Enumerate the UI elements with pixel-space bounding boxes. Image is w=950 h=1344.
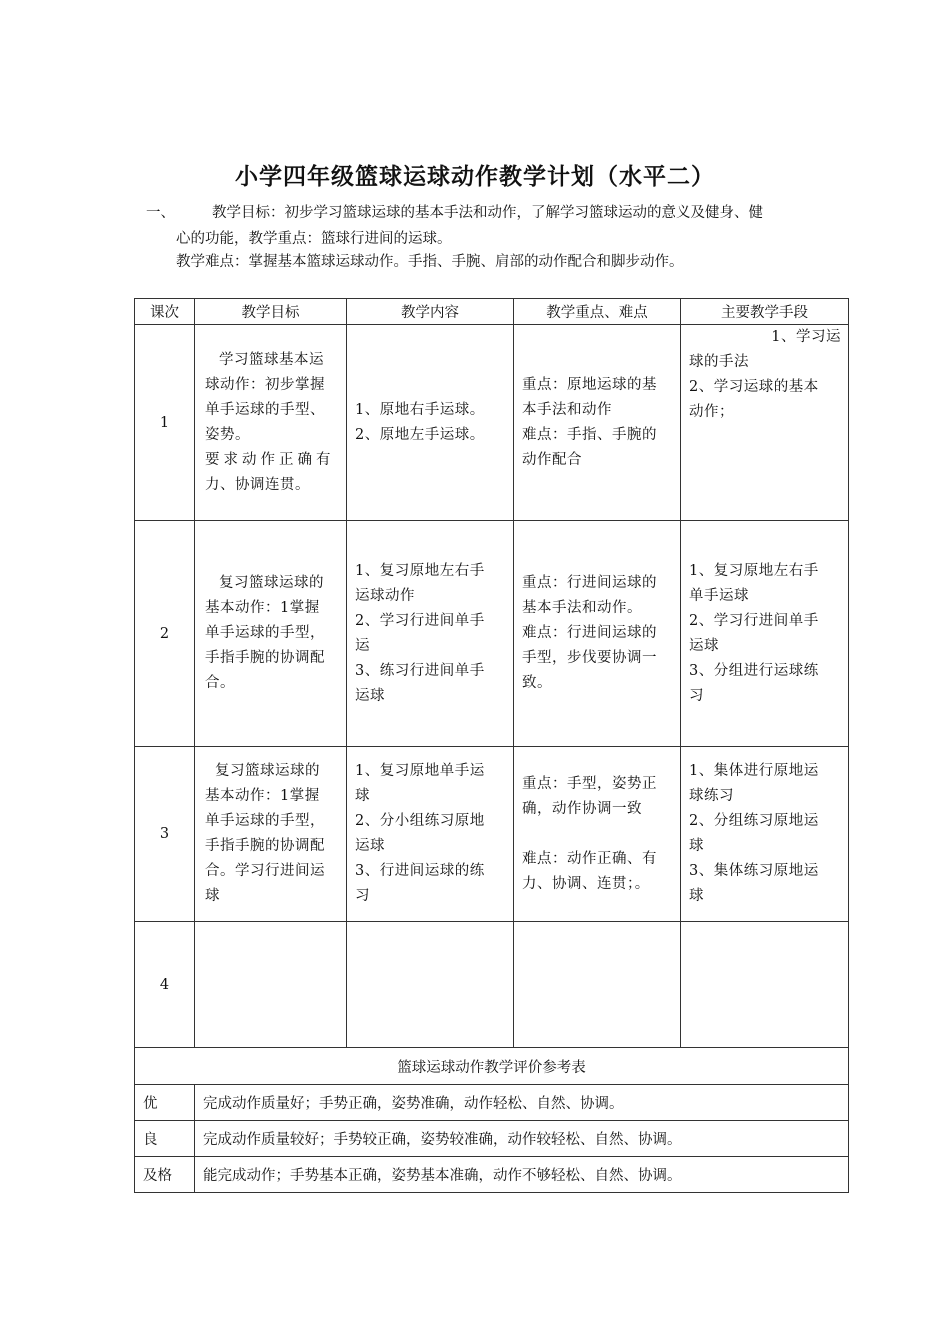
text-line: 1、集体进行原地运 xyxy=(689,763,819,779)
text-line: 3、行进间运球的练 xyxy=(355,863,485,879)
text-line: 力、协调、连贯；。 xyxy=(522,875,650,892)
header-methods: 主要教学手段 xyxy=(681,299,849,325)
text-line: 基本动作：1掌握 xyxy=(205,600,320,616)
text-line: 合。 xyxy=(205,675,235,691)
lesson-number: 4 xyxy=(135,922,195,1048)
evaluation-description: 完成动作质量较好；手势较正确，姿势较准确，动作较轻松、自然、协调。 xyxy=(195,1121,849,1157)
keypoints-cell xyxy=(514,747,681,922)
text-line: 单手运球 xyxy=(689,587,749,604)
methods-cell xyxy=(681,521,849,747)
document-title: 小学四年级篮球运球动作教学计划（水平二） xyxy=(235,163,715,190)
content-cell xyxy=(347,747,514,922)
text-line: 球动作：初步掌握 xyxy=(205,376,325,393)
header-content: 教学内容 xyxy=(347,299,514,325)
text-line: 难点：行进间运球的 xyxy=(522,625,657,641)
text-line: 1、学习运 xyxy=(771,329,841,345)
text-line: 3、练习行进间单手 xyxy=(355,662,485,679)
text-line: 难点：动作正确、有 xyxy=(522,850,657,867)
table-row xyxy=(135,325,849,521)
evaluation-level: 及格 xyxy=(135,1157,195,1193)
goal-cell xyxy=(195,922,347,1048)
text-line: 1、原地右手运球。 xyxy=(355,401,485,418)
text-line: 2、学习运球的基本 xyxy=(689,379,819,395)
text-line: 2、分组练习原地运 xyxy=(689,813,819,829)
evaluation-description: 完成动作质量好；手势正确，姿势准确，动作轻松、自然、协调。 xyxy=(195,1085,849,1121)
text-line: 球 xyxy=(689,838,704,854)
text-line: 单手运球的手型， xyxy=(205,625,325,641)
text-line: 习 xyxy=(689,687,704,704)
text-line: 基本动作：1掌握 xyxy=(205,788,320,804)
text-line: 复习篮球运球的 xyxy=(219,575,324,591)
text-line: 3、分组进行运球练 xyxy=(689,662,819,679)
table-header-row xyxy=(135,299,849,325)
text-line: 2、学习行进间单手 xyxy=(355,612,485,629)
text-line: 致。 xyxy=(522,675,552,691)
text-line: 本手法和动作 xyxy=(522,401,612,418)
teaching-goal-text: 教学目标：初步学习篮球运球的基本手法和动作，了解学习篮球运动的意义及健身、健 xyxy=(212,205,763,221)
evaluation-description: 能完成动作；手势基本正确，姿势基本准确，动作不够轻松、自然、协调。 xyxy=(195,1157,849,1193)
lesson-number: 2 xyxy=(135,521,195,747)
text-line: 球练习 xyxy=(689,788,734,804)
methods-cell xyxy=(681,325,849,521)
text-line: 基本手法和动作。 xyxy=(522,600,642,616)
text-line: 2、原地左手运球。 xyxy=(355,426,485,443)
text-line: 习 xyxy=(355,888,370,904)
header-keypoints: 教学重点、难点 xyxy=(514,299,681,325)
text-line: 运球 xyxy=(689,637,719,654)
lesson-number: 3 xyxy=(135,747,195,922)
header-goal: 教学目标 xyxy=(195,299,347,325)
methods-cell xyxy=(681,922,849,1048)
text-line: 合。学习行进间运 xyxy=(205,863,325,879)
text-line: 手指手腕的协调配 xyxy=(205,650,325,666)
table-row xyxy=(135,922,849,1048)
text-line: 手型，步伐要协调一 xyxy=(522,650,657,666)
text-line: 重点：原地运球的基 xyxy=(522,376,657,393)
text-line: 2、学习行进间单手 xyxy=(689,612,819,629)
evaluation-title-row xyxy=(135,1048,849,1085)
text-line: 动作； xyxy=(689,404,734,420)
keypoints-cell xyxy=(514,325,681,521)
text-line: 1、复习原地左右手 xyxy=(689,562,819,579)
evaluation-row xyxy=(135,1085,849,1121)
goal-cell xyxy=(195,747,347,922)
section-number: 一、 xyxy=(146,205,175,221)
content-cell xyxy=(347,325,514,521)
text-line: 重点：行进间运球的 xyxy=(522,575,657,591)
evaluation-level: 优 xyxy=(135,1085,195,1121)
text-line: 姿势。 xyxy=(205,426,250,443)
content-cell xyxy=(347,922,514,1048)
teaching-difficulty-text: 教学难点：掌握基本篮球运球动作。手指、手腕、肩部的动作配合和脚步动作。 xyxy=(176,254,684,270)
text-line: 单手运球的手型、 xyxy=(205,401,325,418)
content-cell xyxy=(347,521,514,747)
methods-cell xyxy=(681,747,849,922)
text-line: 手指手腕的协调配 xyxy=(205,838,325,854)
text-line: 1、复习原地左右手 xyxy=(355,562,485,579)
table-row xyxy=(135,521,849,747)
text-line: 球 xyxy=(689,888,704,904)
evaluation-level: 良 xyxy=(135,1121,195,1157)
keypoints-cell xyxy=(514,521,681,747)
text-line: 动作配合 xyxy=(522,451,582,468)
keypoints-cell xyxy=(514,922,681,1048)
text-line: 学习篮球基本运 xyxy=(219,351,324,368)
text-line: 球 xyxy=(205,888,220,904)
evaluation-row xyxy=(135,1121,849,1157)
text-line: 运球动作 xyxy=(355,587,415,604)
text-line: 3、集体练习原地运 xyxy=(689,863,819,879)
text-line: 球 xyxy=(355,788,370,804)
text-line: 运球 xyxy=(355,838,385,854)
text-line: 重点：手型，姿势正 xyxy=(522,775,657,792)
text-line: 2、分小组练习原地 xyxy=(355,813,485,829)
header-lesson: 课次 xyxy=(135,299,195,325)
text-line: 1、复习原地单手运 xyxy=(355,763,485,779)
text-line: 单手运球的手型， xyxy=(205,813,325,829)
blank-line xyxy=(522,822,673,847)
goal-cell xyxy=(195,325,347,521)
text-line: 球的手法 xyxy=(689,354,749,370)
lesson-number: 1 xyxy=(135,325,195,521)
evaluation-row xyxy=(135,1157,849,1193)
text-line: 复习篮球运球的 xyxy=(215,763,320,779)
goal-cell xyxy=(195,521,347,747)
table-row xyxy=(135,747,849,922)
evaluation-title: 篮球运球动作教学评价参考表 xyxy=(135,1048,849,1085)
text-line: 难点：手指、手腕的 xyxy=(522,426,657,443)
text-line: 运 xyxy=(355,637,370,654)
lesson-plan-table xyxy=(134,298,849,1193)
text-line: 要求动作正确有 xyxy=(205,451,335,468)
text-line: 力、协调连贯。 xyxy=(205,476,310,493)
intro-line-2: 心的功能，教学重点：篮球行进间的运球。 xyxy=(176,231,452,247)
text-line: 确，动作协调一致 xyxy=(522,800,642,817)
text-line: 运球 xyxy=(355,687,385,704)
